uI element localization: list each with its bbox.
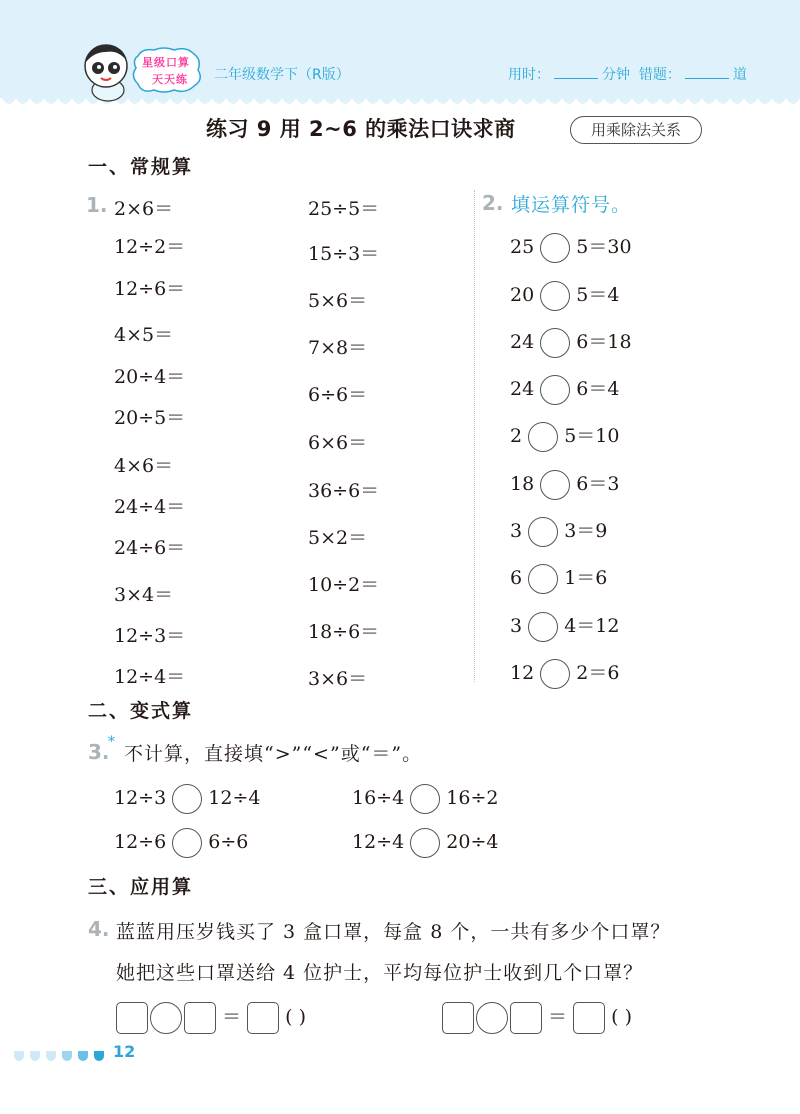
answer-box[interactable] bbox=[247, 1002, 279, 1034]
q3-right-expr: 16÷2 bbox=[446, 787, 499, 809]
q3-right-expr: 20÷4 bbox=[446, 831, 499, 853]
q2-item bbox=[510, 327, 632, 358]
brand-title-line2: 天天练 bbox=[152, 73, 188, 86]
operator-circle[interactable] bbox=[150, 1002, 182, 1034]
q3-item bbox=[352, 828, 498, 858]
q1-col1-item: 3×4＝ bbox=[114, 584, 174, 606]
q1-col2-item: 36÷6＝ bbox=[308, 480, 380, 502]
section-heading-2: 二、变式算 bbox=[88, 700, 194, 722]
time-blank[interactable] bbox=[554, 66, 598, 79]
footer-decoration bbox=[14, 1046, 110, 1065]
page-title: 练习 9 用 2~6 的乘法口诀求商 bbox=[206, 117, 516, 141]
q1-col1-item: 4×6＝ bbox=[114, 455, 174, 477]
unit-parentheses[interactable]: ( ) bbox=[611, 1006, 633, 1028]
q1-col2-item: 5×2＝ bbox=[308, 527, 368, 549]
q2-item bbox=[510, 658, 619, 689]
q2-right-side: 2＝6 bbox=[576, 662, 620, 684]
q2-left-operand: 12 bbox=[510, 662, 535, 684]
q2-left-operand: 24 bbox=[510, 378, 535, 400]
time-label: 用时： bbox=[508, 67, 550, 83]
errors-label: 错题： bbox=[638, 67, 681, 83]
q2-item bbox=[510, 516, 607, 547]
operator-circle[interactable] bbox=[528, 612, 558, 642]
q2-right-side: 6＝3 bbox=[576, 473, 620, 495]
compare-circle[interactable] bbox=[410, 828, 440, 858]
topic-tag: 用乘除法关系 bbox=[570, 116, 702, 144]
answer-box[interactable] bbox=[442, 1002, 474, 1034]
q2-left-operand: 6 bbox=[510, 567, 523, 589]
time-unit: 分钟 bbox=[602, 67, 630, 83]
q1-col2-item: 25÷5＝ bbox=[308, 198, 380, 220]
q3-left-expr: 12÷6 bbox=[114, 831, 167, 853]
q3-right-expr: 6÷6 bbox=[208, 831, 249, 853]
question-number-3: 3. bbox=[88, 740, 110, 764]
q2-right-side: 5＝4 bbox=[576, 284, 620, 306]
q2-item bbox=[510, 232, 632, 263]
q2-left-operand: 3 bbox=[510, 520, 523, 542]
q1-col1-item: 2×6＝ bbox=[114, 198, 174, 220]
equals-sign: ＝ bbox=[222, 1006, 242, 1028]
grade-label: 二年级数学下（R版） bbox=[214, 67, 350, 83]
equals-sign: ＝ bbox=[548, 1006, 568, 1028]
q1-col1-item: 12÷3＝ bbox=[114, 625, 186, 647]
operator-circle[interactable] bbox=[528, 517, 558, 547]
q2-left-operand: 25 bbox=[510, 236, 535, 258]
q1-col2-item: 3×6＝ bbox=[308, 668, 368, 690]
q4-equation-1 bbox=[116, 1002, 306, 1034]
q2-right-side: 4＝12 bbox=[564, 615, 620, 637]
q1-col2-item: 15÷3＝ bbox=[308, 243, 380, 265]
operator-circle[interactable] bbox=[540, 281, 570, 311]
footer-dot bbox=[30, 1051, 40, 1061]
operator-circle[interactable] bbox=[476, 1002, 508, 1034]
q2-left-operand: 18 bbox=[510, 473, 535, 495]
answer-box[interactable] bbox=[184, 1002, 216, 1034]
question-number-4: 4. bbox=[88, 917, 110, 941]
q2-right-side: 5＝10 bbox=[564, 425, 620, 447]
operator-circle[interactable] bbox=[528, 564, 558, 594]
operator-circle[interactable] bbox=[528, 422, 558, 452]
q2-right-side: 6＝18 bbox=[576, 331, 632, 353]
q1-col2-item: 10÷2＝ bbox=[308, 574, 380, 596]
q2-right-side: 3＝9 bbox=[564, 520, 608, 542]
operator-circle[interactable] bbox=[540, 233, 570, 263]
q2-right-side: 6＝4 bbox=[576, 378, 620, 400]
answer-box[interactable] bbox=[116, 1002, 148, 1034]
q3-left-expr: 12÷3 bbox=[114, 787, 167, 809]
compare-circle[interactable] bbox=[172, 828, 202, 858]
operator-circle[interactable] bbox=[540, 659, 570, 689]
q1-col1-item: 12÷4＝ bbox=[114, 666, 186, 688]
q1-col1-item: 24÷4＝ bbox=[114, 496, 186, 518]
q2-right-side: 1＝6 bbox=[564, 567, 608, 589]
section-heading-3: 三、应用算 bbox=[88, 876, 194, 898]
q2-item bbox=[510, 563, 607, 594]
q1-col2-item: 6÷6＝ bbox=[308, 384, 368, 406]
compare-circle[interactable] bbox=[410, 784, 440, 814]
section-heading-1: 一、常规算 bbox=[88, 156, 194, 178]
q3-item bbox=[352, 784, 498, 814]
q1-col2-item: 6×6＝ bbox=[308, 432, 368, 454]
errors-blank[interactable] bbox=[685, 66, 729, 79]
footer-dot bbox=[94, 1051, 104, 1061]
q1-col1-item: 20÷4＝ bbox=[114, 366, 186, 388]
q2-item bbox=[510, 469, 619, 500]
q3-left-expr: 16÷4 bbox=[352, 787, 405, 809]
question-4-line2: 她把这些口罩送给 4 位护士，平均每位护士收到几个口罩？ bbox=[116, 962, 644, 984]
column-divider bbox=[474, 190, 475, 682]
footer-dot bbox=[62, 1051, 72, 1061]
q2-left-operand: 2 bbox=[510, 425, 523, 447]
q2-item bbox=[510, 280, 619, 311]
question-number-2: 2. bbox=[482, 191, 504, 215]
footer-dot bbox=[46, 1051, 56, 1061]
compare-circle[interactable] bbox=[172, 784, 202, 814]
brand-title-line1: 星级口算 bbox=[142, 56, 190, 69]
q3-left-expr: 12÷4 bbox=[352, 831, 405, 853]
question-3-prompt: 不计算，直接填“>”“<”或“＝”。 bbox=[124, 743, 423, 765]
q1-col1-item: 12÷6＝ bbox=[114, 278, 186, 300]
q2-left-operand: 3 bbox=[510, 615, 523, 637]
question-4-line1: 蓝蓝用压岁钱买了 3 盒口罩，每盒 8 个，一共有多少个口罩？ bbox=[116, 921, 671, 943]
footer-dot bbox=[78, 1051, 88, 1061]
errors-unit: 道 bbox=[732, 67, 747, 83]
operator-circle[interactable] bbox=[540, 328, 570, 358]
q2-left-operand: 20 bbox=[510, 284, 535, 306]
q4-equation-2 bbox=[442, 1002, 632, 1034]
q1-col1-item: 12÷2＝ bbox=[114, 236, 186, 258]
unit-parentheses[interactable]: ( ) bbox=[285, 1006, 307, 1028]
q2-item bbox=[510, 374, 619, 405]
q3-right-expr: 12÷4 bbox=[208, 787, 261, 809]
operator-circle[interactable] bbox=[540, 470, 570, 500]
footer-dot bbox=[14, 1051, 24, 1061]
page-number: 12 bbox=[113, 1042, 136, 1061]
q1-col2-item: 5×6＝ bbox=[308, 290, 368, 312]
q3-item bbox=[114, 828, 248, 858]
answer-box[interactable] bbox=[573, 1002, 605, 1034]
challenge-star: * bbox=[108, 734, 115, 750]
q1-col1-item: 4×5＝ bbox=[114, 324, 174, 346]
operator-circle[interactable] bbox=[540, 375, 570, 405]
answer-box[interactable] bbox=[510, 1002, 542, 1034]
question-number-1: 1. bbox=[86, 193, 108, 217]
q3-item bbox=[114, 784, 260, 814]
q2-item bbox=[510, 611, 619, 642]
q2-item bbox=[510, 421, 619, 452]
q1-col2-item: 7×8＝ bbox=[308, 337, 368, 359]
q1-col1-item: 24÷6＝ bbox=[114, 537, 186, 559]
q1-col1-item: 20÷5＝ bbox=[114, 407, 186, 429]
q2-left-operand: 24 bbox=[510, 331, 535, 353]
q2-right-side: 5＝30 bbox=[576, 236, 632, 258]
time-errors-meta bbox=[508, 64, 747, 84]
mascot-icon bbox=[78, 40, 138, 102]
q1-col2-item: 18÷6＝ bbox=[308, 621, 380, 643]
question-2-prompt: 填运算符号。 bbox=[511, 194, 632, 216]
